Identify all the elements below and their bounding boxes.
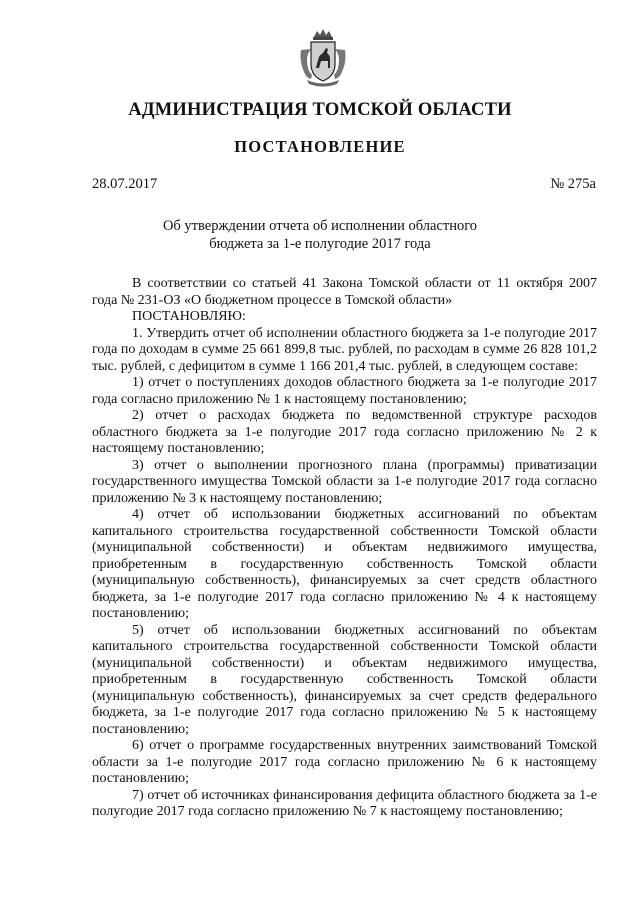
document-type: ПОСТАНОВЛЕНИЕ <box>234 137 406 156</box>
document-body <box>92 276 597 821</box>
subitem-paragraph: 4) отчет об использовании бюджетных ассигнований по объектам капитального строительства государственной собственности Томской области (муниципальной собственности) и объектам недвижимого имущества, приобретенным в государственную собственность Томской области (муниципальную собственность), финансируемых за счет средств областного бюджета, за 1-е полугодие 2017 года согласно приложению № 4 к настоящему постановлению; <box>92 507 597 621</box>
document-date: 28.07.2017 <box>92 176 158 192</box>
coat-of-arms-icon <box>297 28 349 88</box>
subitem-paragraph: 5) отчет об использовании бюджетных ассигнований по объектам капитального строительства государственной собственности Томской области (муниципальной собственности) и объектам недвижимого имущества, приобретенным в государственную собственность Томской области (муниципальную собственность), финансируемых за счет средств федерального бюджета, за 1-е полугодие 2017 года согласно приложению № 5 к настоящему постановлению; <box>92 622 597 737</box>
subitem-paragraph: 1) отчет о поступлениях доходов областного бюджета за 1-е полугодие 2017 года согласно приложению № 1 к настоящему постановлению; <box>92 375 597 407</box>
resolve-heading: ПОСТАНОВЛЯЮ: <box>132 309 246 324</box>
subitem-paragraph: 7) отчет об источниках финансирования дефицита областного бюджета за 1-е полугодие 2017 года согласно приложению № 7 к настоящему постановлению; <box>92 787 597 819</box>
subject-line: Об утверждении отчета об исполнении областного <box>162 218 478 234</box>
item-paragraph: 1. Утвердить отчет об исполнении областного бюджета за 1-е полугодие 2017 года по доходам в сумме 25 661 899,8 тыс. рублей, по расходам в сумме 26 828 101,2 тыс. рублей, с дефицитом в сумме 1 166 201,4 тыс. рублей, в следующем составе: <box>92 325 597 374</box>
subject-line: бюджета за 1-е полугодие 2017 года <box>209 235 431 252</box>
document-subject <box>0 218 640 253</box>
preamble-paragraph: В соответствии со статьей 41 Закона Томской области от 11 октября 2007 года № 231-ОЗ «О бюджетном процессе в Томской области» <box>92 276 597 308</box>
organization-title: АДМИНИСТРАЦИЯ ТОМСКОЙ ОБЛАСТИ <box>128 100 512 120</box>
subitem-paragraph: 6) отчет о программе государственных внутренних заимствований Томской области за 1-е полугодие 2017 года согласно приложению № 6 к настоящему постановлению; <box>92 738 597 786</box>
subitem-paragraph: 3) отчет о выполнении прогнозного плана (программы) приватизации государственного имущества Томской области за 1-е полугодие 2017 года согласно приложению № 3 к настоящему постановлению; <box>92 457 597 506</box>
document-number: № 275а <box>550 176 596 192</box>
subitem-paragraph: 2) отчет о расходах бюджета по ведомственной структуре расходов областного бюджета за 1-е полугодие 2017 года согласно приложению № 2 к настоящему постановлению; <box>92 408 597 456</box>
